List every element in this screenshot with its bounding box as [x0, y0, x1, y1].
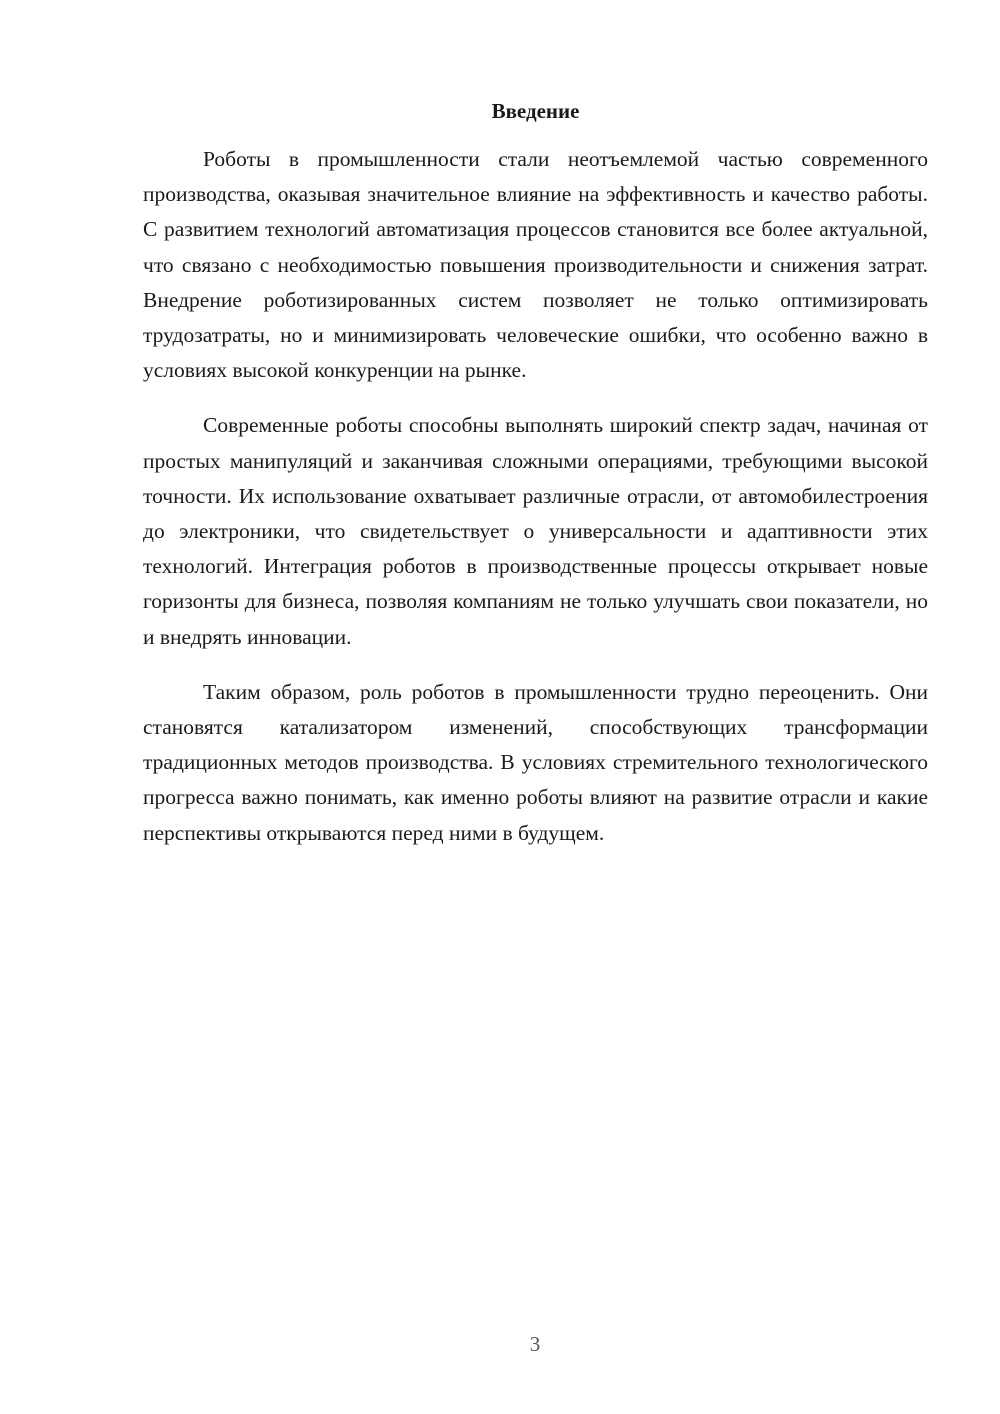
paragraph-2: Современные роботы способны выполнять широкий спектр задач, начиная от простых манипуляций и заканчивая сложными операциями, требующими высокой точности. Их использование охватывает различные отрасли, от автомобилестроения до электроники, что свидетельствует о универсальности и адаптивности этих технологий. Интеграция роботов в производственные процессы открывает новые горизонты для бизнеса, позволяя компаниям не только улучшать свои показатели, но и внедрять инновации. — [143, 413, 928, 649]
document-body — [143, 142, 928, 871]
paragraph-1: Роботы в промышленности стали неотъемлемой частью современного производства, оказывая значительное влияние на эффективность и качество работы. С развитием технологий автоматизация процессов становится все более актуальной, что связано с необходимостью повышения производительности и снижения затрат. Внедрение роботизированных систем позволяет не только оптимизировать трудозатраты, но и минимизировать человеческие ошибки, что особенно важно в условиях высокой конкуренции на рынке. — [143, 147, 928, 383]
page-number: 3 — [529, 1332, 541, 1356]
section-heading: Введение — [491, 99, 580, 123]
paragraph-3: Таким образом, роль роботов в промышленности трудно переоценить. Они становятся катализатором изменений, способствующих трансформации традиционных методов производства. В условиях стремительного технологического прогресса важно понимать, как именно роботы влияют на развитие отрасли и какие перспективы открываются перед ними в будущем. — [143, 679, 928, 845]
